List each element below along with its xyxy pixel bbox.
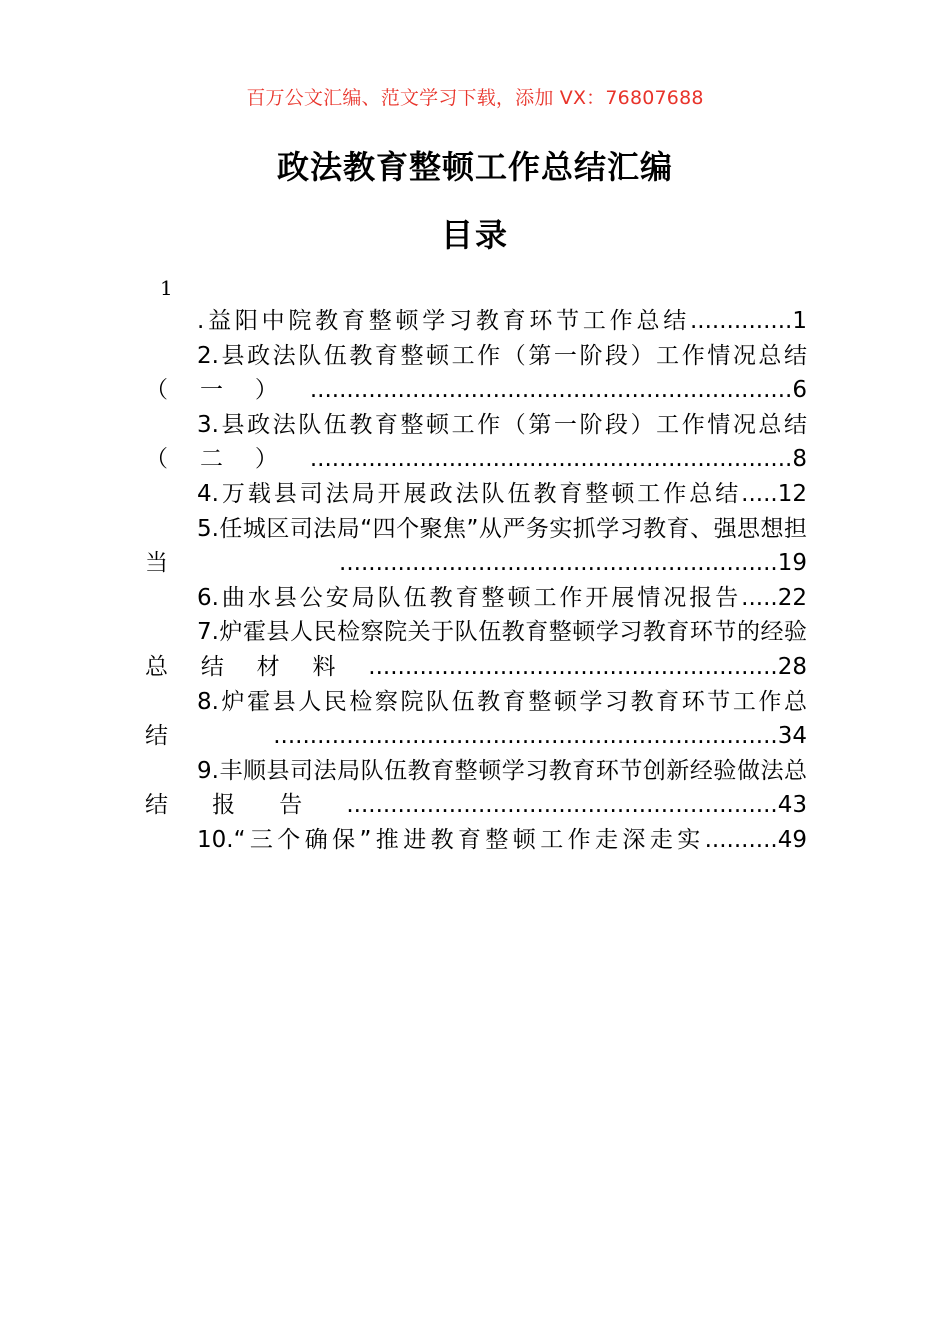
toc-entry-title: 4.万载县司法局开展政法队伍教育整顿工作总结..... bbox=[197, 480, 778, 507]
toc-entry-page: 19 bbox=[777, 550, 807, 577]
toc-entry[interactable] bbox=[145, 615, 807, 684]
toc-entry[interactable] bbox=[145, 408, 807, 477]
toc-entry-page: 49 bbox=[777, 826, 807, 853]
page-marker: 1 bbox=[160, 276, 173, 300]
toc-entry-title: 6.曲水县公安局队伍教育整顿工作开展情况报告..... bbox=[197, 584, 778, 611]
toc-entry-page: 12 bbox=[777, 480, 807, 507]
toc-entry-title: 7.炉霍县人民检察院关于队伍教育整顿学习教育环节的经验总结材料........................................................ bbox=[145, 619, 807, 680]
toc-entry-title: 8.炉霍县人民检察院队伍教育整顿学习教育环节工作总结..................................................................... bbox=[145, 688, 807, 750]
toc-entry-page: 8 bbox=[792, 446, 807, 473]
toc-entry-page: 1 bbox=[792, 308, 807, 334]
toc-heading: 目录 bbox=[440, 216, 509, 254]
toc-entry-title: 5.任城区司法局“四个聚焦”从严务实抓学习教育、强思想担当............................................................ bbox=[145, 515, 807, 577]
toc-entry-title: 9.丰顺县司法局队伍教育整顿学习教育环节创新经验做法总结报告........................................................... bbox=[145, 757, 807, 819]
download-notice: 百万公文汇编、范文学习下载，添加 VX：76807688 bbox=[246, 87, 704, 109]
table-of-contents bbox=[145, 304, 807, 858]
toc-entry[interactable] bbox=[145, 581, 807, 616]
toc-entry[interactable] bbox=[145, 304, 807, 339]
toc-entry[interactable] bbox=[145, 823, 807, 858]
toc-entry-page: 34 bbox=[777, 723, 807, 750]
toc-entry[interactable] bbox=[145, 754, 807, 823]
toc-entry-page: 22 bbox=[777, 584, 807, 611]
toc-entry[interactable] bbox=[145, 339, 807, 408]
toc-entry-page: 28 bbox=[777, 653, 807, 680]
toc-entry[interactable] bbox=[145, 512, 807, 581]
toc-entry-page: 6 bbox=[792, 377, 807, 404]
toc-entry[interactable] bbox=[145, 685, 807, 754]
document-title: 政法教育整顿工作总结汇编 bbox=[276, 148, 673, 186]
toc-entry-title: 3.县政法队伍教育整顿工作（第一阶段）工作情况总结（二）.................................................................. bbox=[145, 411, 807, 473]
toc-entry-title: .益阳中院教育整顿学习教育环节工作总结.............. bbox=[197, 308, 793, 334]
toc-entry[interactable] bbox=[145, 477, 807, 512]
toc-entry-title: 2.县政法队伍教育整顿工作（第一阶段）工作情况总结（一）.................................................................. bbox=[145, 342, 807, 404]
toc-entry-title: 10.“三个确保”推进教育整顿工作走深走实.......... bbox=[197, 826, 778, 853]
toc-entry-page: 43 bbox=[777, 792, 807, 819]
